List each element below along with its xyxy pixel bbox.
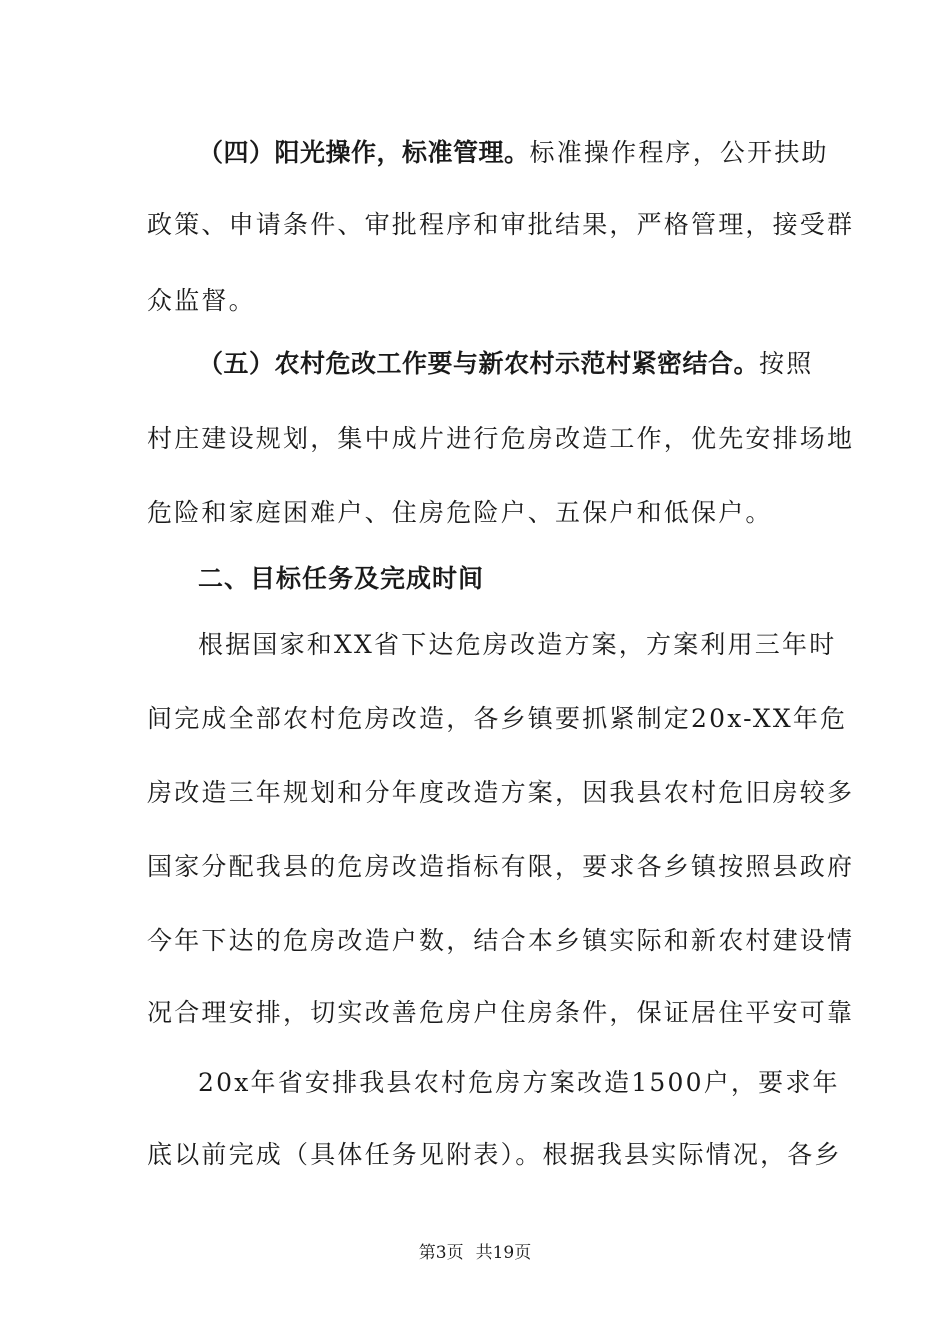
section-2-para-2-line-2: 底以前完成（具体任务见附表）。根据我县实际情况，各乡 <box>147 1140 842 1169</box>
paragraph-5-text: 按照 <box>759 349 814 378</box>
section-2-line-1: 根据国家和XX省下达危房改造方案，方案利用三年时 <box>198 630 837 659</box>
paragraph-4-line-1 <box>198 136 829 170</box>
paragraph-4-title: （四）阳光操作，标准管理。 <box>198 138 530 167</box>
paragraph-5-line-1 <box>198 347 814 381</box>
page-footer <box>0 1242 950 1264</box>
paragraph-4-text: 标准操作程序，公开扶助 <box>529 138 829 167</box>
section-2-line-5: 今年下达的危房改造户数，结合本乡镇实际和新农村建设情 <box>147 926 855 955</box>
page-total: 共19页 <box>475 1243 532 1263</box>
paragraph-4-line-3: 众监督。 <box>147 286 256 315</box>
paragraph-5-line-2: 村庄建设规划，集中成片进行危房改造工作，优先安排场地 <box>147 424 855 453</box>
section-2-line-2: 间完成全部农村危房改造，各乡镇要抓紧制定20x-XX年危 <box>147 704 848 733</box>
section-2-line-6: 况合理安排，切实改善危房户住房条件，保证居住平安可靠 <box>147 998 855 1027</box>
section-2-para-2-line-1: 20x年省安排我县农村危房方案改造1500户，要求年 <box>198 1068 840 1097</box>
paragraph-5-title: （五）农村危改工作要与新农村示范村紧密结合。 <box>198 349 760 378</box>
section-heading: 二、目标任务及完成时间 <box>198 564 485 593</box>
page-number: 第3页 <box>418 1243 464 1263</box>
paragraph-5-line-3: 危险和家庭困难户、住房危险户、五保户和低保户。 <box>147 498 773 527</box>
paragraph-4-line-2: 政策、申请条件、审批程序和审批结果，严格管理，接受群 <box>147 210 855 239</box>
section-2-line-4: 国家分配我县的危房改造指标有限，要求各乡镇按照县政府 <box>147 852 855 881</box>
section-2-line-3: 房改造三年规划和分年度改造方案，因我县农村危旧房较多 <box>147 778 855 807</box>
